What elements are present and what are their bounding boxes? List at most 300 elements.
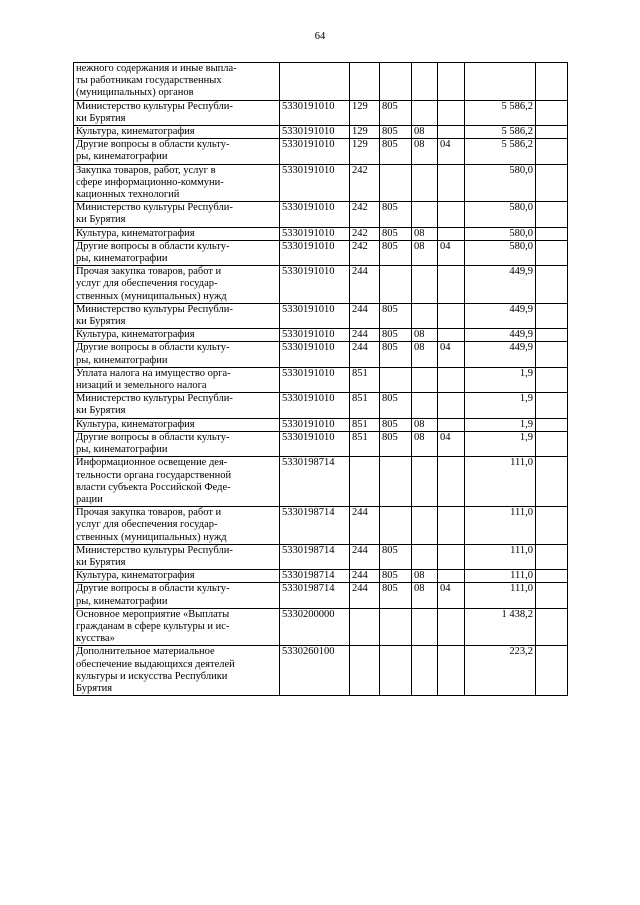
empty-column-cell <box>536 393 568 418</box>
ministry-code <box>380 342 412 367</box>
subsection-code <box>438 126 465 139</box>
expense-type-code <box>350 126 380 139</box>
line-item-name-line: ры, кинематографии <box>76 354 168 366</box>
amount-line: 580,0 <box>509 202 533 214</box>
section-code <box>412 583 438 608</box>
amount <box>465 583 536 608</box>
empty-column-cell <box>536 303 568 328</box>
section-code <box>412 100 438 125</box>
line-item-name-line: культуры и искусства Республики <box>76 670 228 682</box>
line-item-name <box>74 570 280 583</box>
amount <box>465 240 536 265</box>
section-code-line: 08 <box>414 418 425 430</box>
line-item-name-line: Министерство культуры Республи- <box>76 202 233 214</box>
amount <box>465 139 536 164</box>
subsection-code <box>438 63 465 101</box>
ministry-code <box>380 266 412 304</box>
line-item-name-line: нежного содержания и иные выпла- <box>76 63 237 74</box>
ministry-code-line: 805 <box>382 431 398 443</box>
table-row <box>74 227 568 240</box>
section-code <box>412 139 438 164</box>
empty-column-cell <box>536 63 568 101</box>
line-item-name-line: кусства» <box>76 633 115 645</box>
ministry-code-line: 805 <box>382 393 398 405</box>
amount-line: 111,0 <box>510 544 533 556</box>
line-item-name-line: Информационное освещение дея- <box>76 457 228 469</box>
amount <box>465 570 536 583</box>
amount-line: 111,0 <box>510 570 533 582</box>
line-item-name <box>74 139 280 164</box>
line-item-name-line: тельности органа государственной <box>76 469 232 481</box>
subsection-code <box>438 393 465 418</box>
target-article-code <box>280 583 350 608</box>
line-item-name-line: Прочая закупка товаров, работ и <box>76 507 222 519</box>
amount <box>465 126 536 139</box>
line-item-name <box>74 266 280 304</box>
empty-column-cell <box>536 507 568 545</box>
target-article-code-line: 5330191010 <box>282 164 335 176</box>
section-code-line: 08 <box>414 240 425 252</box>
section-code-line: 08 <box>414 329 425 341</box>
section-code <box>412 164 438 202</box>
ministry-code <box>380 240 412 265</box>
subsection-code <box>438 367 465 392</box>
amount-line: 1,9 <box>519 418 533 430</box>
expense-type-code-line: 244 <box>352 342 368 354</box>
section-code <box>412 240 438 265</box>
target-article-code <box>280 240 350 265</box>
table-row <box>74 342 568 367</box>
target-article-code <box>280 329 350 342</box>
expense-type-code <box>350 418 380 431</box>
ministry-code <box>380 303 412 328</box>
empty-column-cell <box>536 266 568 304</box>
ministry-code-line: 805 <box>382 570 398 582</box>
amount <box>465 608 536 646</box>
line-item-name <box>74 431 280 456</box>
table-row <box>74 266 568 304</box>
empty-column-cell <box>536 646 568 696</box>
line-item-name-line: ты работникам государственных <box>76 75 222 87</box>
expense-type-code-line: 851 <box>352 418 368 430</box>
empty-column-cell <box>536 583 568 608</box>
line-item-name-line: (муниципальных) органов <box>76 87 194 99</box>
expense-type-code-line: 129 <box>352 139 368 151</box>
ministry-code-line: 805 <box>382 240 398 252</box>
line-item-name-line: ки Бурятия <box>76 405 126 417</box>
expense-type-code <box>350 393 380 418</box>
amount-line: 5 586,2 <box>501 139 533 151</box>
line-item-name <box>74 164 280 202</box>
ministry-code <box>380 164 412 202</box>
line-item-name-line: Другие вопросы в области культу- <box>76 342 230 354</box>
section-code <box>412 507 438 545</box>
expense-type-code <box>350 139 380 164</box>
section-code <box>412 418 438 431</box>
ministry-code-line: 805 <box>382 126 398 138</box>
expense-type-code-line: 242 <box>352 202 368 214</box>
amount-line: 449,9 <box>509 329 533 341</box>
section-code <box>412 303 438 328</box>
ministry-code-line: 805 <box>382 303 398 315</box>
line-item-name-line: обеспечение выдающихся деятелей <box>76 658 235 670</box>
empty-column-cell <box>536 342 568 367</box>
line-item-name-line: Министерство культуры Республи- <box>76 100 233 112</box>
empty-column-cell <box>536 418 568 431</box>
table-row <box>74 457 568 507</box>
amount <box>465 202 536 227</box>
expense-type-code-line: 244 <box>352 544 368 556</box>
target-article-code <box>280 342 350 367</box>
subsection-code <box>438 583 465 608</box>
table-row <box>74 303 568 328</box>
amount-line: 223,2 <box>509 646 533 658</box>
amount-line: 111,0 <box>510 507 533 519</box>
subsection-code <box>438 266 465 304</box>
expense-type-code <box>350 227 380 240</box>
target-article-code-line: 5330191010 <box>282 431 335 443</box>
line-item-name-line: кационных технологий <box>76 189 180 201</box>
expense-type-code <box>350 100 380 125</box>
ministry-code <box>380 100 412 125</box>
section-code <box>412 646 438 696</box>
expense-type-code <box>350 457 380 507</box>
line-item-name <box>74 126 280 139</box>
target-article-code <box>280 457 350 507</box>
ministry-code <box>380 583 412 608</box>
target-article-code-line: 5330191010 <box>282 342 335 354</box>
ministry-code-line: 805 <box>382 544 398 556</box>
expense-type-code <box>350 646 380 696</box>
target-article-code <box>280 646 350 696</box>
table-row <box>74 139 568 164</box>
amount-line: 449,9 <box>509 266 533 278</box>
target-article-code <box>280 507 350 545</box>
empty-column-cell <box>536 139 568 164</box>
target-article-code-line: 5330191010 <box>282 418 335 430</box>
expense-type-code-line: 244 <box>352 303 368 315</box>
expense-type-code <box>350 544 380 569</box>
amount <box>465 457 536 507</box>
expense-type-code-line: 851 <box>352 431 368 443</box>
section-code <box>412 367 438 392</box>
expense-type-code <box>350 303 380 328</box>
ministry-code <box>380 431 412 456</box>
ministry-code <box>380 544 412 569</box>
table-row <box>74 202 568 227</box>
line-item-name-line: ки Бурятия <box>76 556 126 568</box>
expense-type-code-line: 244 <box>352 583 368 595</box>
target-article-code <box>280 608 350 646</box>
section-code <box>412 393 438 418</box>
table-row <box>74 583 568 608</box>
amount <box>465 63 536 101</box>
table-row <box>74 431 568 456</box>
ministry-code <box>380 63 412 101</box>
line-item-name-line: низаций и земельного налога <box>76 380 207 392</box>
section-code <box>412 202 438 227</box>
ministry-code <box>380 329 412 342</box>
line-item-name-line: Культура, кинематография <box>76 418 195 430</box>
amount <box>465 544 536 569</box>
target-article-code <box>280 227 350 240</box>
section-code-line: 08 <box>414 342 425 354</box>
empty-column-cell <box>536 240 568 265</box>
ministry-code <box>380 418 412 431</box>
ministry-code-line: 805 <box>382 202 398 214</box>
expense-type-code <box>350 431 380 456</box>
line-item-name-line: Культура, кинематография <box>76 126 195 138</box>
amount-line: 580,0 <box>509 227 533 239</box>
amount <box>465 507 536 545</box>
table-row <box>74 418 568 431</box>
subsection-code-line: 04 <box>440 240 451 252</box>
section-code <box>412 63 438 101</box>
target-article-code-line: 5330198714 <box>282 544 335 556</box>
ministry-code <box>380 227 412 240</box>
line-item-name-line: Культура, кинематография <box>76 227 195 239</box>
amount <box>465 367 536 392</box>
section-code-line: 08 <box>414 126 425 138</box>
target-article-code-line: 5330191010 <box>282 393 335 405</box>
target-article-code-line: 5330198714 <box>282 507 335 519</box>
subsection-code <box>438 646 465 696</box>
line-item-name-line: Другие вопросы в области культу- <box>76 431 230 443</box>
line-item-name-line: власти субъекта Российской Феде- <box>76 481 231 493</box>
empty-column-cell <box>536 457 568 507</box>
table-row <box>74 329 568 342</box>
subsection-code <box>438 227 465 240</box>
line-item-name-line: ры, кинематографии <box>76 253 168 265</box>
line-item-name-line: Культура, кинематография <box>76 329 195 341</box>
subsection-code <box>438 329 465 342</box>
target-article-code <box>280 202 350 227</box>
expense-type-code <box>350 367 380 392</box>
budget-table <box>73 62 568 696</box>
line-item-name-line: сфере информационно-коммуни- <box>76 176 224 188</box>
amount-line: 1,9 <box>519 431 533 443</box>
amount-line: 580,0 <box>509 240 533 252</box>
expense-type-code <box>350 608 380 646</box>
section-code <box>412 608 438 646</box>
subsection-code <box>438 240 465 265</box>
line-item-name <box>74 329 280 342</box>
ministry-code-line: 805 <box>382 418 398 430</box>
subsection-code <box>438 342 465 367</box>
empty-column-cell <box>536 126 568 139</box>
amount <box>465 164 536 202</box>
line-item-name-line: Другие вопросы в области культу- <box>76 583 230 595</box>
line-item-name-line: Бурятия <box>76 682 113 694</box>
target-article-code-line: 5330191010 <box>282 240 335 252</box>
target-article-code <box>280 418 350 431</box>
expense-type-code <box>350 266 380 304</box>
target-article-code <box>280 431 350 456</box>
line-item-name-line: услуг для обеспечения государ- <box>76 519 218 531</box>
expense-type-code <box>350 164 380 202</box>
empty-column-cell <box>536 570 568 583</box>
subsection-code-line: 04 <box>440 431 451 443</box>
ministry-code-line: 805 <box>382 342 398 354</box>
subsection-code-line: 04 <box>440 342 451 354</box>
line-item-name <box>74 646 280 696</box>
section-code <box>412 266 438 304</box>
amount-line: 111,0 <box>510 457 533 469</box>
line-item-name-line: Министерство культуры Республи- <box>76 303 233 315</box>
line-item-name <box>74 457 280 507</box>
target-article-code-line: 5330198714 <box>282 457 335 469</box>
line-item-name <box>74 227 280 240</box>
line-item-name-line: ры, кинематографии <box>76 595 168 607</box>
table-row <box>74 367 568 392</box>
line-item-name <box>74 608 280 646</box>
target-article-code <box>280 544 350 569</box>
target-article-code-line: 5330198714 <box>282 583 335 595</box>
table-row <box>74 63 568 101</box>
amount-line: 5 586,2 <box>501 126 533 138</box>
table-row <box>74 544 568 569</box>
target-article-code <box>280 393 350 418</box>
target-article-code-line: 5330191010 <box>282 202 335 214</box>
expense-type-code-line: 242 <box>352 240 368 252</box>
empty-column-cell <box>536 164 568 202</box>
ministry-code <box>380 507 412 545</box>
ministry-code <box>380 646 412 696</box>
section-code <box>412 342 438 367</box>
expense-type-code-line: 851 <box>352 393 368 405</box>
amount-line: 1 438,2 <box>501 608 533 620</box>
empty-column-cell <box>536 608 568 646</box>
section-code <box>412 227 438 240</box>
target-article-code <box>280 367 350 392</box>
target-article-code-line: 5330191010 <box>282 303 335 315</box>
subsection-code <box>438 418 465 431</box>
subsection-code <box>438 570 465 583</box>
ministry-code <box>380 570 412 583</box>
subsection-code <box>438 507 465 545</box>
target-article-code-line: 5330191010 <box>282 100 335 112</box>
empty-column-cell <box>536 431 568 456</box>
expense-type-code-line: 244 <box>352 507 368 519</box>
expense-type-code <box>350 507 380 545</box>
section-code-line: 08 <box>414 570 425 582</box>
subsection-code <box>438 544 465 569</box>
ministry-code <box>380 367 412 392</box>
amount-line: 449,9 <box>509 342 533 354</box>
line-item-name-line: услуг для обеспечения государ- <box>76 278 218 290</box>
target-article-code-line: 5330191010 <box>282 126 335 138</box>
line-item-name-line: Культура, кинематография <box>76 570 195 582</box>
line-item-name-line: ры, кинематографии <box>76 151 168 163</box>
target-article-code <box>280 303 350 328</box>
section-code <box>412 431 438 456</box>
empty-column-cell <box>536 544 568 569</box>
empty-column-cell <box>536 329 568 342</box>
empty-column-cell <box>536 367 568 392</box>
line-item-name-line: ки Бурятия <box>76 112 126 124</box>
ministry-code <box>380 126 412 139</box>
target-article-code-line: 5330200000 <box>282 608 335 620</box>
budget-table-body <box>74 63 568 696</box>
amount-line: 1,9 <box>519 367 533 379</box>
line-item-name-line: Основное мероприятие «Выплаты <box>76 608 230 620</box>
expense-type-code-line: 851 <box>352 367 368 379</box>
target-article-code <box>280 139 350 164</box>
line-item-name-line: Прочая закупка товаров, работ и <box>76 266 222 278</box>
target-article-code <box>280 63 350 101</box>
amount <box>465 227 536 240</box>
section-code <box>412 329 438 342</box>
line-item-name <box>74 202 280 227</box>
subsection-code <box>438 303 465 328</box>
line-item-name-line: рации <box>76 493 103 505</box>
expense-type-code-line: 244 <box>352 266 368 278</box>
target-article-code-line: 5330191010 <box>282 227 335 239</box>
subsection-code-line: 04 <box>440 139 451 151</box>
line-item-name-line: ки Бурятия <box>76 316 126 328</box>
section-code-line: 08 <box>414 139 425 151</box>
amount <box>465 418 536 431</box>
section-code-line: 08 <box>414 431 425 443</box>
ministry-code-line: 805 <box>382 227 398 239</box>
ministry-code <box>380 393 412 418</box>
expense-type-code-line: 242 <box>352 227 368 239</box>
ministry-code-line: 805 <box>382 139 398 151</box>
amount <box>465 431 536 456</box>
line-item-name-line: ки Бурятия <box>76 214 126 226</box>
line-item-name-line: Дополнительное материальное <box>76 646 215 658</box>
line-item-name-line: Уплата налога на имущество орга- <box>76 367 231 379</box>
expense-type-code-line: 244 <box>352 329 368 341</box>
amount <box>465 342 536 367</box>
subsection-code <box>438 139 465 164</box>
ministry-code <box>380 457 412 507</box>
expense-type-code-line: 244 <box>352 570 368 582</box>
amount-line: 580,0 <box>509 164 533 176</box>
amount-line: 1,9 <box>519 393 533 405</box>
subsection-code <box>438 431 465 456</box>
amount <box>465 303 536 328</box>
line-item-name-line: Закупка товаров, работ, услуг в <box>76 164 216 176</box>
table-row <box>74 100 568 125</box>
table-row <box>74 164 568 202</box>
line-item-name-line: ственных (муниципальных) нужд <box>76 531 227 543</box>
expense-type-code <box>350 63 380 101</box>
line-item-name <box>74 303 280 328</box>
amount-line: 5 586,2 <box>501 100 533 112</box>
amount-line: 111,0 <box>510 583 533 595</box>
target-article-code <box>280 126 350 139</box>
expense-type-code <box>350 329 380 342</box>
amount <box>465 329 536 342</box>
line-item-name <box>74 240 280 265</box>
table-row <box>74 608 568 646</box>
ministry-code-line: 805 <box>382 329 398 341</box>
line-item-name <box>74 393 280 418</box>
line-item-name <box>74 367 280 392</box>
expense-type-code-line: 129 <box>352 100 368 112</box>
expense-type-code <box>350 240 380 265</box>
ministry-code-line: 805 <box>382 583 398 595</box>
expense-type-code-line: 129 <box>352 126 368 138</box>
line-item-name <box>74 583 280 608</box>
ministry-code <box>380 608 412 646</box>
subsection-code <box>438 608 465 646</box>
line-item-name-line: Другие вопросы в области культу- <box>76 240 230 252</box>
subsection-code-line: 04 <box>440 583 451 595</box>
subsection-code <box>438 457 465 507</box>
target-article-code-line: 5330260100 <box>282 646 335 658</box>
